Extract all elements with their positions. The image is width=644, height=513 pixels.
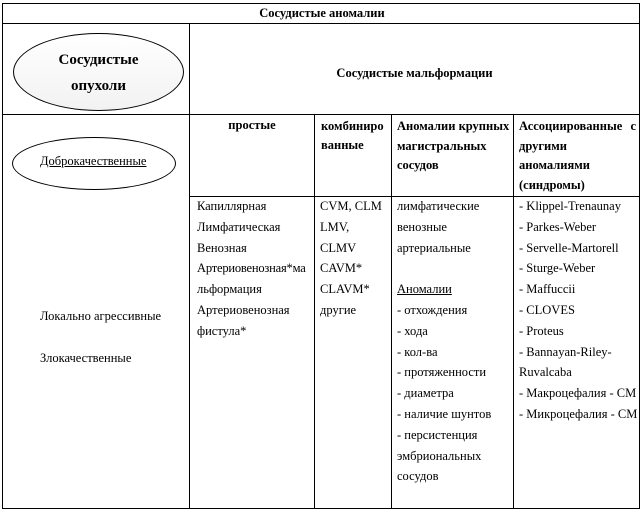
list-item: - диаметра <box>397 386 454 401</box>
table-border-header-bottom <box>2 114 640 115</box>
combined-header: комбинирo ванные <box>321 119 384 152</box>
list-item: - Maffuccii <box>519 282 576 297</box>
list-item: артериальные <box>397 240 471 255</box>
list-item: CAVM* <box>320 261 363 276</box>
list-item: - протяженности <box>397 365 487 380</box>
table-border-right <box>639 3 640 509</box>
list-item: другие <box>320 302 357 317</box>
list-item: CLAVM* <box>320 282 370 297</box>
associated-header: Ассоциированные с другими аномалиями (синдромы) <box>519 119 636 192</box>
list-item: сосудов <box>397 469 439 484</box>
list-item: Лимфатическая <box>197 219 281 234</box>
table-border-left <box>2 3 3 509</box>
list-item: льформация <box>197 282 262 297</box>
list-item: - Proteus <box>519 323 564 338</box>
anomalies-label: Аномалии <box>397 282 452 297</box>
list-item: CLMV <box>320 240 357 255</box>
table-divider-major <box>513 114 514 509</box>
table-title: Сосудистые аномалии <box>259 6 385 20</box>
list-item: - отхождения <box>397 302 468 317</box>
malformations-heading: Сосудистые мальформации <box>336 66 493 80</box>
associated-items-list <box>519 196 637 425</box>
list-item: LMV, <box>320 219 350 234</box>
list-item: - CLOVES <box>519 302 575 317</box>
list-item: Артериовенозная <box>197 302 290 317</box>
list-item: - Bannayan-Riley- <box>519 344 612 359</box>
list-item: - кол-ва <box>397 344 438 359</box>
benign-label: Доброкачественные <box>40 154 147 168</box>
list-item: Ruvalcaba <box>519 365 572 380</box>
list-item: венозные <box>397 219 447 234</box>
table-divider-tumors <box>189 23 190 509</box>
list-item: эмбриональных <box>397 448 482 463</box>
list-item: - Макроцефалия - CM <box>519 386 637 401</box>
tumors-heading: Сосудистые опухоли <box>58 52 139 94</box>
list-item: - персистенция <box>397 427 478 442</box>
list-item: Артериовенозная*ма <box>197 261 306 276</box>
list-item: Венозная <box>197 240 247 255</box>
table-border-title-bottom <box>2 23 640 24</box>
list-item: - Klippel-Trenaunay <box>519 199 621 213</box>
list-item: фистула* <box>197 323 247 338</box>
table-border-top <box>2 3 640 4</box>
table-border-bottom <box>2 508 640 509</box>
list-item: - хода <box>397 323 428 338</box>
malignant-label: Злокачественные <box>40 351 132 365</box>
locally-aggressive-label: Локально агрессивные <box>40 309 162 323</box>
list-item: - Микроцефалия - CM <box>519 406 638 421</box>
list-item: - наличие шунтов <box>397 406 492 421</box>
list-item: - Servelle-Martorell <box>519 240 619 255</box>
table-divider-simple <box>314 114 315 509</box>
major-vessels-header: Аномалии крупных магистральных сосудов <box>397 119 510 172</box>
list-item: CVM, CLM <box>320 199 382 213</box>
major-vessels-items-list <box>397 196 491 487</box>
table-divider-combined <box>391 114 392 509</box>
spacer <box>397 258 491 279</box>
list-item: Капиллярная <box>197 199 267 213</box>
list-item: лимфатические <box>397 199 480 213</box>
combined-items-list <box>320 196 382 321</box>
simple-header: простые <box>228 118 276 132</box>
list-item: - Parkes-Weber <box>519 219 597 234</box>
simple-items-list <box>197 196 306 342</box>
list-item: - Sturge-Weber <box>519 261 596 276</box>
